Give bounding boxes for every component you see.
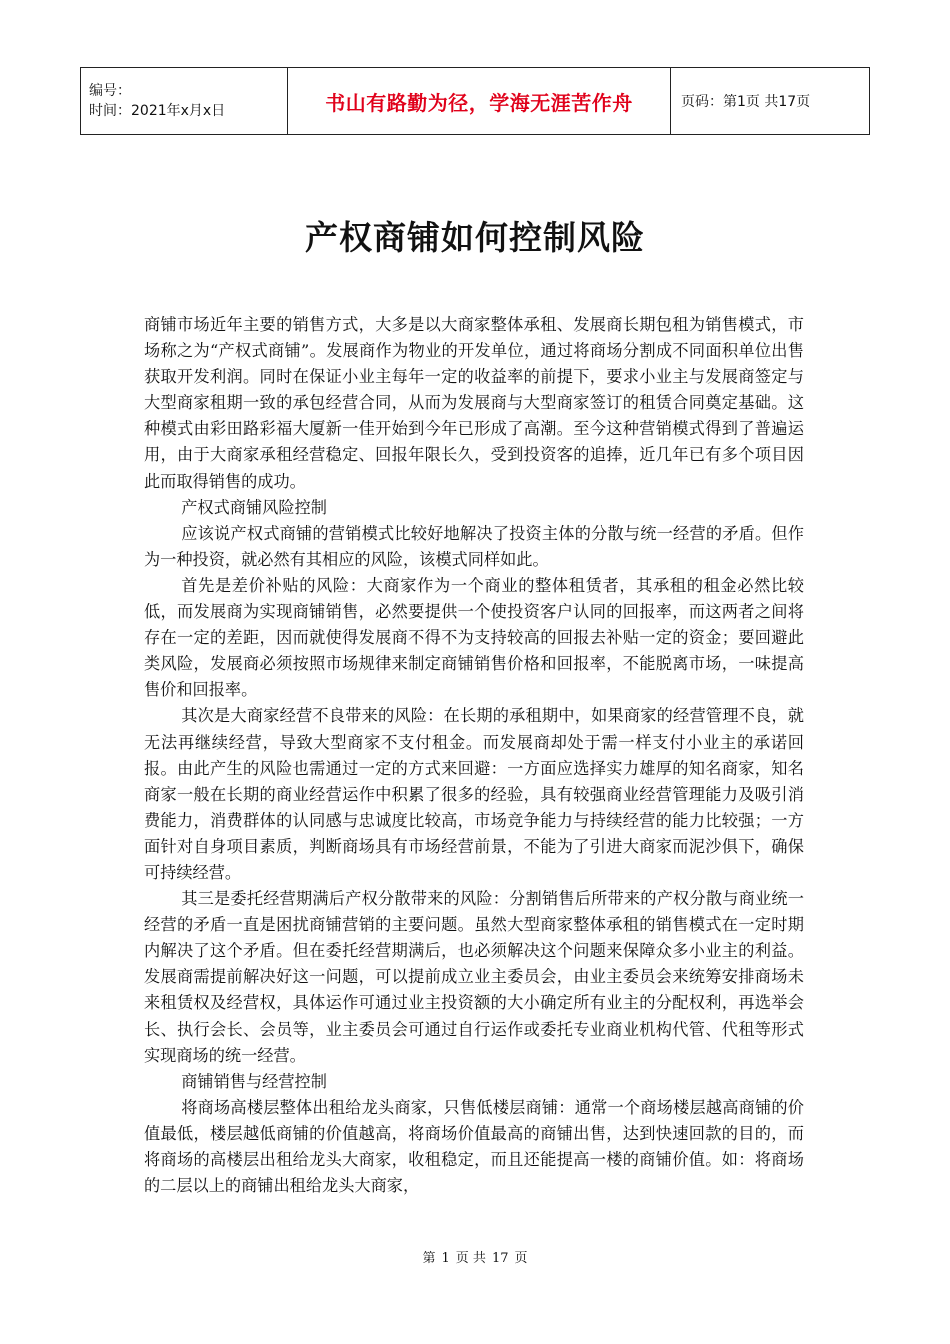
document-number-label: 编号： xyxy=(89,83,131,99)
document-date-label: 时间：2021年x月x日 xyxy=(89,103,226,119)
document-header xyxy=(80,67,870,135)
paragraph-intro: 商铺市场近年主要的销售方式，大多是以大商家整体承租、发展商长期包租为销售模式，市场称之为“产权式商铺”。发展商作为物业的开发单位，通过将商场分割成不同面积单位出售获取开发利润。同时在保证小业主每年一定的收益率的前提下，要求小业主与发展商签定与大型商家租期一致的承包经营合同，从而为发展商与大型商家签订的租赁合同奠定基础。这种模式由彩田路彩福大厦新一佳开始到今年已形成了高潮。至今这种营销模式得到了普遍运用，由于大商家承租经营稳定、回报年限长久，受到投资客的追捧，近几年已有多个项目因此而取得销售的成功。 xyxy=(144,315,804,491)
page-footer xyxy=(0,1247,950,1266)
header-page-cell xyxy=(671,68,870,135)
paragraph: 其次是大商家经营不良带来的风险：在长期的承租期中，如果商家的经营管理不良，就无法再继续经营，导致大型商家不支付租金。而发展商却处于需一样支付小业主的承诺回报。由此产生的风险也需通过一定的方式来回避：一方面应选择实力雄厚的知名商家，知名商家一般在长期的商业经营运作中积累了很多的经验，具有较强商业经营管理能力及吸引消费能力，消费群体的认同感与忠诚度比较高，市场竞争能力与持续经营的能力比较强；一方面针对自身项目素质，判断商场具有市场经营前景，不能为了引进大商家而泥沙俱下，确保可持续经营。 xyxy=(144,706,804,882)
paragraph: 其三是委托经营期满后产权分散带来的风险：分割销售后所带来的产权分散与商业统一经营的矛盾一直是困扰商铺营销的主要问题。虽然大型商家整体承租的销售模式在一定时期内解决了这个矛盾。但在委托经营期满后，也必须解决这个问题来保障众多小业主的利益。发展商需提前解决好这一问题，可以提前成立业主委员会，由业主委员会来统筹安排商场未来租赁权及经营权，具体运作可通过业主投资额的大小确定所有业主的分配权利，再选举会长、执行会长、会员等，业主委员会可通过自行运作或委托专业商业机构代管、代租等形式实现商场的统一经营。 xyxy=(144,889,804,1065)
document-body xyxy=(144,312,804,1199)
header-motto: 书山有路勤为径，学海无涯苦作舟 xyxy=(325,90,633,115)
section-heading-sales-control: 商铺销售与经营控制 xyxy=(181,1071,327,1091)
paragraph: 首先是差价补贴的风险：大商家作为一个商业的整体租赁者，其承租的租金必然比较低，而发展商为实现商铺销售，必然要提供一个使投资客户认同的回报率，而这两者之间将存在一定的差距，因而就使得发展商不得不为支持较高的回报去补贴一定的资金；要回避此类风险，发展商必须按照市场规律来制定商铺销售价格和回报率，不能脱离市场，一味提高售价和回报率。 xyxy=(144,575,804,700)
document-title: 产权商铺如何控制风险 xyxy=(305,218,645,257)
paragraph: 将商场高楼层整体出租给龙头商家，只售低楼层商铺：通常一个商场楼层越高商铺的价值最低，楼层越低商铺的价值越高，将商场价值最高的商铺出售，达到快速回款的目的，而将商场的高楼层出租给龙头大商家，收租稳定，而且还能提高一楼的商铺价值。如：将商场的二层以上的商铺出租给龙头大商家， xyxy=(144,1097,804,1196)
header-motto-cell xyxy=(288,68,671,135)
footer-suffix: 页 xyxy=(514,1251,528,1266)
header-page-info: 页码：第1页 共17页 xyxy=(681,94,811,110)
footer-prefix: 第 xyxy=(422,1251,436,1266)
header-info-cell xyxy=(81,68,288,135)
section-heading-risk-control: 产权式商铺风险控制 xyxy=(181,497,327,517)
paragraph: 应该说产权式商铺的营销模式比较好地解决了投资主体的分散与统一经营的矛盾。但作为一种投资，就必然有其相应的风险，该模式同样如此。 xyxy=(144,523,804,569)
footer-total-pages: 17 xyxy=(491,1251,509,1266)
footer-page-number: 1 xyxy=(441,1251,450,1266)
footer-middle: 页 共 xyxy=(455,1251,486,1266)
